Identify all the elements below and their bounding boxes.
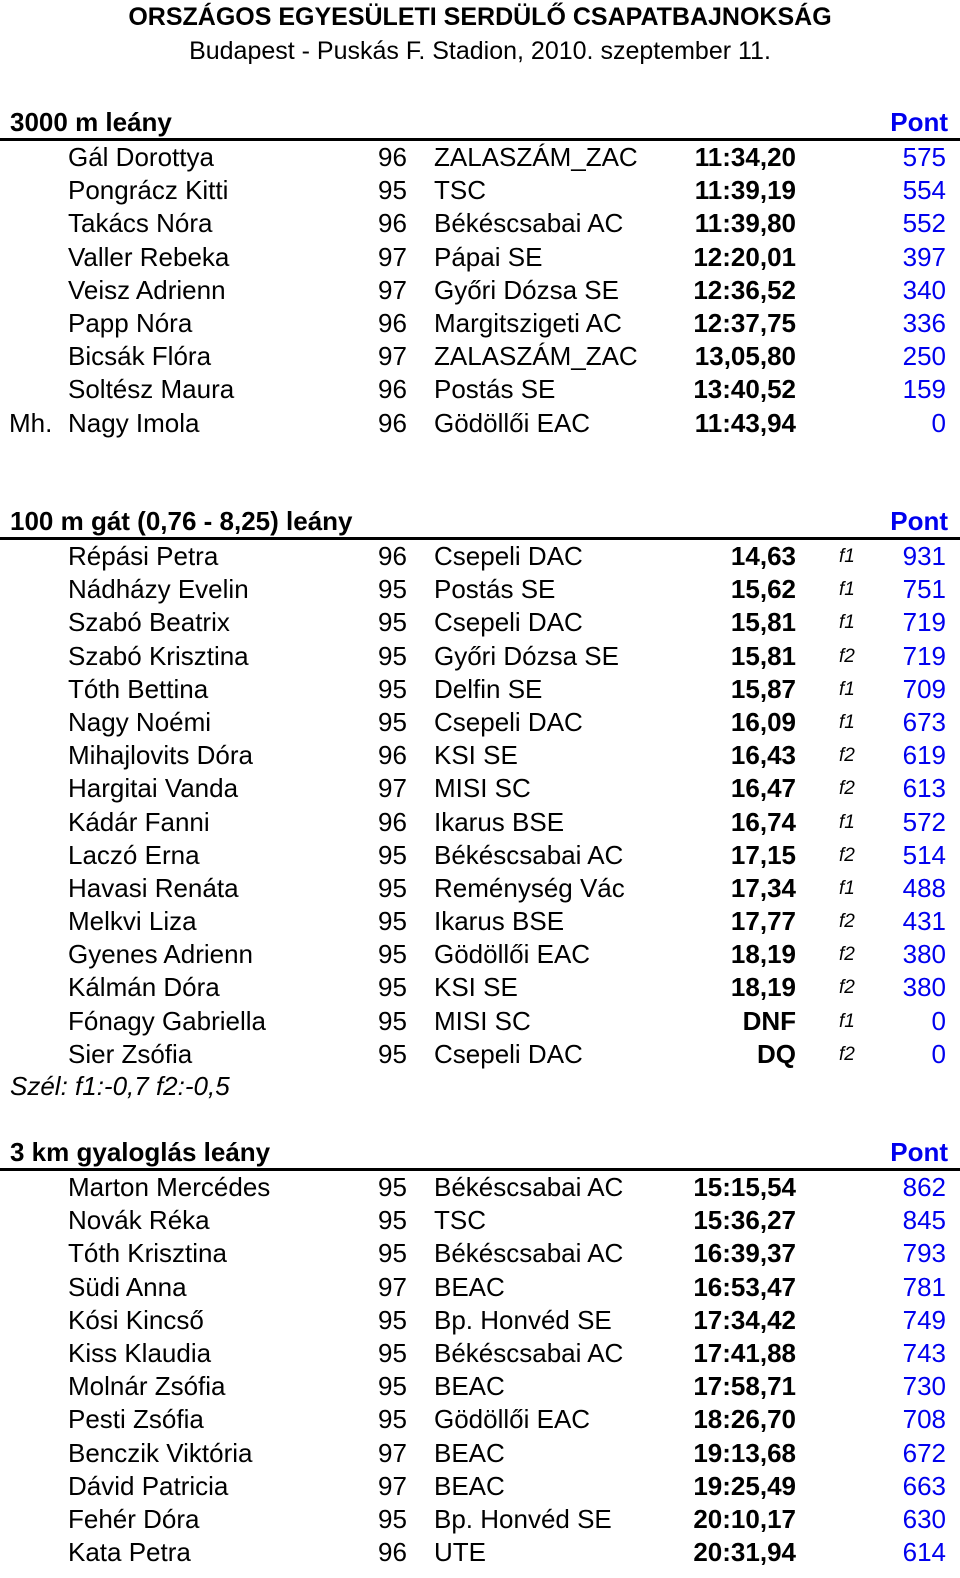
result: 17,77 <box>730 906 796 937</box>
club-name: BEAC <box>434 1437 505 1468</box>
page-subtitle: Budapest - Puskás F. Stadion, 2010. szeptember 11. <box>189 37 771 65</box>
athlete-name: Szabó Krisztina <box>68 640 249 671</box>
heat-label: f1 <box>839 811 855 833</box>
birth-year: 95 <box>378 939 407 970</box>
table-row <box>0 1437 960 1470</box>
club-name: Margitszigeti AC <box>434 307 622 338</box>
points: 719 <box>902 640 946 671</box>
birth-year: 96 <box>378 740 407 771</box>
table-row <box>0 1271 960 1304</box>
table-row <box>0 1503 960 1536</box>
table-row <box>0 706 960 739</box>
athlete-name: Szabó Beatrix <box>68 607 230 638</box>
heat-label: f1 <box>839 612 855 634</box>
heat-label: f2 <box>839 844 855 866</box>
event-section-3km-walk <box>0 1135 960 1569</box>
result: 15,62 <box>730 574 796 605</box>
table-row <box>0 606 960 639</box>
birth-year: 95 <box>378 1371 407 1402</box>
heat-label: f1 <box>839 1010 855 1032</box>
result: 20:31,94 <box>693 1537 796 1568</box>
result: 17,15 <box>730 839 796 870</box>
table-row <box>0 241 960 274</box>
heat-label: f1 <box>839 579 855 601</box>
result: 17:41,88 <box>693 1337 796 1368</box>
points: 431 <box>902 906 946 937</box>
birth-year: 95 <box>378 906 407 937</box>
athlete-name: Gál Dorottya <box>68 142 214 172</box>
club-name: Postás SE <box>434 574 556 605</box>
club-name: TSC <box>434 175 486 206</box>
birth-year: 95 <box>378 1038 407 1069</box>
table-row <box>0 1005 960 1038</box>
result: 15:36,27 <box>693 1205 796 1236</box>
section-header <box>0 105 960 141</box>
heat-label: f1 <box>839 678 855 700</box>
table-row <box>0 772 960 805</box>
points: 488 <box>902 872 946 903</box>
birth-year: 97 <box>378 1437 407 1468</box>
wind-note: Szél: f1:-0,7 f2:-0,5 <box>10 1071 230 1101</box>
table-row <box>0 207 960 240</box>
birth-year: 95 <box>378 1404 407 1435</box>
result: DNF <box>742 1005 796 1036</box>
athlete-name: Veisz Adrienn <box>68 274 226 305</box>
club-name: Ikarus BSE <box>434 806 565 837</box>
result: 16:39,37 <box>693 1238 796 1269</box>
points: 743 <box>902 1337 946 1368</box>
table-row <box>0 340 960 373</box>
result: 11:39,19 <box>694 175 796 206</box>
result: 11:39,80 <box>694 208 796 239</box>
points: 0 <box>931 1005 946 1036</box>
birth-year: 95 <box>378 1337 407 1368</box>
table-row <box>0 1536 960 1569</box>
club-name: Békéscsabai AC <box>434 208 624 239</box>
club-name: MISI SC <box>434 1005 531 1036</box>
table-row <box>0 1337 960 1370</box>
athlete-name: Dávid Patricia <box>68 1470 229 1501</box>
result: 16:53,47 <box>693 1271 796 1302</box>
birth-year: 95 <box>378 175 407 206</box>
athlete-name: Kata Petra <box>68 1537 191 1568</box>
result: 18,19 <box>730 939 796 970</box>
result: 11:34,20 <box>694 142 796 172</box>
athlete-name: Nagy Imola <box>68 407 200 438</box>
club-name: KSI SE <box>434 740 518 771</box>
birth-year: 97 <box>378 1470 407 1501</box>
club-name: Békéscsabai AC <box>434 1337 624 1368</box>
birth-year: 95 <box>378 1503 407 1534</box>
birth-year: 96 <box>378 208 407 239</box>
club-name: Ikarus BSE <box>434 906 565 937</box>
birth-year: 96 <box>378 806 407 837</box>
birth-year: 95 <box>378 1304 407 1335</box>
result: 12:36,52 <box>693 274 796 305</box>
heat-label: f1 <box>839 546 855 567</box>
birth-year: 95 <box>378 607 407 638</box>
athlete-name: Fónagy Gabriella <box>68 1005 266 1036</box>
club-name: UTE <box>434 1537 486 1568</box>
athlete-name: Nagy Noémi <box>68 706 212 737</box>
table-row <box>0 1370 960 1403</box>
athlete-name: Hargitai Vanda <box>68 773 239 804</box>
birth-year: 97 <box>378 341 407 372</box>
points: 159 <box>902 374 946 405</box>
result: 12:37,75 <box>693 307 796 338</box>
event-name: 3000 m leány <box>10 107 172 137</box>
club-name: Gödöllői EAC <box>434 939 591 970</box>
points: 0 <box>931 1038 946 1069</box>
birth-year: 95 <box>378 972 407 1003</box>
athlete-name: Bicsák Flóra <box>68 341 212 372</box>
birth-year: 96 <box>378 142 407 172</box>
athlete-name: Molnár Zsófia <box>68 1371 226 1402</box>
birth-year: 96 <box>378 541 407 571</box>
heat-label: f2 <box>839 778 855 800</box>
birth-year: 95 <box>378 706 407 737</box>
result: 17,34 <box>730 872 796 903</box>
table-row <box>0 1171 960 1204</box>
club-name: Győri Dózsa SE <box>434 274 619 305</box>
points: 552 <box>902 208 946 239</box>
athlete-name: Melkvi Liza <box>68 906 197 937</box>
points: 749 <box>902 1304 946 1335</box>
result: 15,87 <box>730 673 796 704</box>
result: 15:15,54 <box>693 1172 796 1202</box>
athlete-name: Marton Mercédes <box>68 1172 271 1202</box>
athlete-name: Nádházy Evelin <box>68 574 249 605</box>
heat-label: f2 <box>839 911 855 933</box>
points: 380 <box>902 972 946 1003</box>
birth-year: 95 <box>378 1005 407 1036</box>
athlete-name: Novák Réka <box>68 1205 210 1236</box>
event-name: 3 km gyaloglás leány <box>10 1137 271 1167</box>
birth-year: 96 <box>378 1537 407 1568</box>
table-row <box>0 407 960 440</box>
points: 554 <box>902 175 946 206</box>
birth-year: 95 <box>378 1172 407 1202</box>
points: 663 <box>902 1470 946 1501</box>
club-name: Gödöllői EAC <box>434 1404 591 1435</box>
table-row <box>0 806 960 839</box>
table-row <box>0 274 960 307</box>
points: 614 <box>902 1537 946 1568</box>
points: 397 <box>902 241 946 272</box>
club-name: ZALASZÁM_ZAC <box>434 341 638 372</box>
athlete-name: Pesti Zsófia <box>68 1404 204 1435</box>
result: 13,05,80 <box>694 341 796 372</box>
club-name: Gödöllői EAC <box>434 407 591 438</box>
athlete-name: Tóth Bettina <box>68 673 209 704</box>
heat-label: f1 <box>839 711 855 733</box>
event-section-100m-hurdles <box>0 504 960 1071</box>
heat-label: f2 <box>839 977 855 999</box>
table-row <box>0 1470 960 1503</box>
club-name: Bp. Honvéd SE <box>434 1304 612 1335</box>
points: 672 <box>902 1437 946 1468</box>
table-row <box>0 540 960 573</box>
points: 575 <box>902 142 946 172</box>
result: 11:43,94 <box>694 407 796 438</box>
points: 931 <box>902 541 946 571</box>
points: 613 <box>902 773 946 804</box>
club-name: BEAC <box>434 1271 505 1302</box>
section-header <box>0 504 960 540</box>
athlete-name: Havasi Renáta <box>68 872 239 903</box>
athlete-name: Mihajlovits Dóra <box>68 740 253 771</box>
points: 514 <box>902 839 946 870</box>
club-name: TSC <box>434 1205 486 1236</box>
table-row <box>0 971 960 1004</box>
points: 619 <box>902 740 946 771</box>
birth-year: 97 <box>378 274 407 305</box>
points: 708 <box>902 1404 946 1435</box>
athlete-name: Kiss Klaudia <box>68 1337 212 1368</box>
athlete-name: Sier Zsófia <box>68 1038 193 1069</box>
athlete-name: Kósi Kincső <box>68 1304 204 1335</box>
page-title: ORSZÁGOS EGYESÜLETI SERDÜLŐ CSAPATBAJNOKSÁG <box>128 3 832 31</box>
points: 709 <box>902 673 946 704</box>
table-row <box>0 839 960 872</box>
club-name: BEAC <box>434 1371 505 1402</box>
athlete-name: Takács Nóra <box>68 208 213 239</box>
table-row <box>0 307 960 340</box>
points: 336 <box>902 307 946 338</box>
points: 0 <box>931 407 946 438</box>
athlete-name: Fehér Dóra <box>68 1503 200 1534</box>
club-name: Békéscsabai AC <box>434 1172 624 1202</box>
birth-year: 96 <box>378 374 407 405</box>
club-name: BEAC <box>434 1470 505 1501</box>
table-row <box>0 938 960 971</box>
table-row <box>0 1038 960 1071</box>
birth-year: 95 <box>378 574 407 605</box>
birth-year: 97 <box>378 773 407 804</box>
points-column-header: Pont <box>890 506 948 536</box>
points: 719 <box>902 607 946 638</box>
points: 250 <box>902 341 946 372</box>
heat-label: f2 <box>839 1043 855 1065</box>
birth-year: 95 <box>378 872 407 903</box>
athlete-name: Pongrácz Kitti <box>68 175 229 206</box>
birth-year: 97 <box>378 241 407 272</box>
athlete-name: Benczik Viktória <box>68 1437 253 1468</box>
birth-year: 95 <box>378 640 407 671</box>
athlete-name: Gyenes Adrienn <box>68 939 254 970</box>
points: 845 <box>902 1205 946 1236</box>
points-column-header: Pont <box>890 107 948 137</box>
table-row <box>0 141 960 174</box>
club-name: Delfin SE <box>434 673 543 704</box>
points: 340 <box>902 274 946 305</box>
result: 14,63 <box>730 541 796 571</box>
table-row <box>0 174 960 207</box>
points: 751 <box>902 574 946 605</box>
club-name: Csepeli DAC <box>434 706 583 737</box>
athlete-name: Valler Rebeka <box>68 241 230 272</box>
club-name: Reménység Vác <box>434 872 625 903</box>
points: 630 <box>902 1503 946 1534</box>
club-name: ZALASZÁM_ZAC <box>434 142 638 172</box>
table-row <box>0 573 960 606</box>
athlete-name: Tóth Krisztina <box>68 1238 227 1269</box>
table-row <box>0 640 960 673</box>
club-name: Csepeli DAC <box>434 607 583 638</box>
club-name: Postás SE <box>434 374 556 405</box>
birth-year: 95 <box>378 673 407 704</box>
club-name: Pápai SE <box>434 241 543 272</box>
points: 793 <box>902 1238 946 1269</box>
club-name: Bp. Honvéd SE <box>434 1503 612 1534</box>
birth-year: 97 <box>378 1271 407 1302</box>
birth-year: 95 <box>378 839 407 870</box>
birth-year: 96 <box>378 407 407 438</box>
result: 16,74 <box>730 806 796 837</box>
athlete-name: Papp Nóra <box>68 307 193 338</box>
athlete-name: Laczó Erna <box>68 839 200 870</box>
result: 18,19 <box>730 972 796 1003</box>
points: 730 <box>902 1371 946 1402</box>
club-name: Békéscsabai AC <box>434 839 624 870</box>
table-row <box>0 739 960 772</box>
result: 19:25,49 <box>693 1470 796 1501</box>
table-row <box>0 1237 960 1270</box>
points: 673 <box>902 706 946 737</box>
result: 15,81 <box>730 640 796 671</box>
result: 19:13,68 <box>693 1437 796 1468</box>
birth-year: 95 <box>378 1205 407 1236</box>
birth-year: 96 <box>378 307 407 338</box>
section-header <box>0 1135 960 1171</box>
club-name: Csepeli DAC <box>434 1038 583 1069</box>
points: 781 <box>902 1271 946 1302</box>
heat-label: f2 <box>839 745 855 767</box>
heat-label: f2 <box>839 645 855 667</box>
athlete-name: Soltész Maura <box>68 374 235 405</box>
heat-label: f2 <box>839 944 855 966</box>
table-row <box>0 905 960 938</box>
athlete-name: Répási Petra <box>68 541 219 571</box>
table-row <box>0 1304 960 1337</box>
table-row <box>0 673 960 706</box>
result: 17:58,71 <box>693 1371 796 1402</box>
heat-label: f1 <box>839 877 855 899</box>
club-name: KSI SE <box>434 972 518 1003</box>
athlete-name: Kálmán Dóra <box>68 972 220 1003</box>
result: 20:10,17 <box>693 1503 796 1534</box>
club-name: MISI SC <box>434 773 531 804</box>
club-name: Békéscsabai AC <box>434 1238 624 1269</box>
table-row <box>0 1403 960 1436</box>
athlete-name: Südi Anna <box>68 1271 187 1302</box>
club-name: Csepeli DAC <box>434 541 583 571</box>
result: 13:40,52 <box>693 374 796 405</box>
club-name: Győri Dózsa SE <box>434 640 619 671</box>
table-row <box>0 872 960 905</box>
result: DQ <box>757 1038 796 1069</box>
result: 18:26,70 <box>693 1404 796 1435</box>
result: 17:34,42 <box>693 1304 796 1335</box>
result: 16,43 <box>730 740 796 771</box>
table-row <box>0 373 960 406</box>
status-prefix: Mh. <box>9 407 53 438</box>
result: 12:20,01 <box>693 241 796 272</box>
athlete-name: Kádár Fanni <box>68 806 210 837</box>
points: 380 <box>902 939 946 970</box>
birth-year: 95 <box>378 1238 407 1269</box>
event-section-3000m <box>0 105 960 440</box>
table-row <box>0 1204 960 1237</box>
points: 862 <box>902 1172 946 1202</box>
result: 16,09 <box>730 706 796 737</box>
result: 16,47 <box>730 773 796 804</box>
result: 15,81 <box>730 607 796 638</box>
event-name: 100 m gát (0,76 - 8,25) leány <box>10 506 353 536</box>
points: 572 <box>902 806 946 837</box>
points-column-header: Pont <box>890 1137 948 1167</box>
